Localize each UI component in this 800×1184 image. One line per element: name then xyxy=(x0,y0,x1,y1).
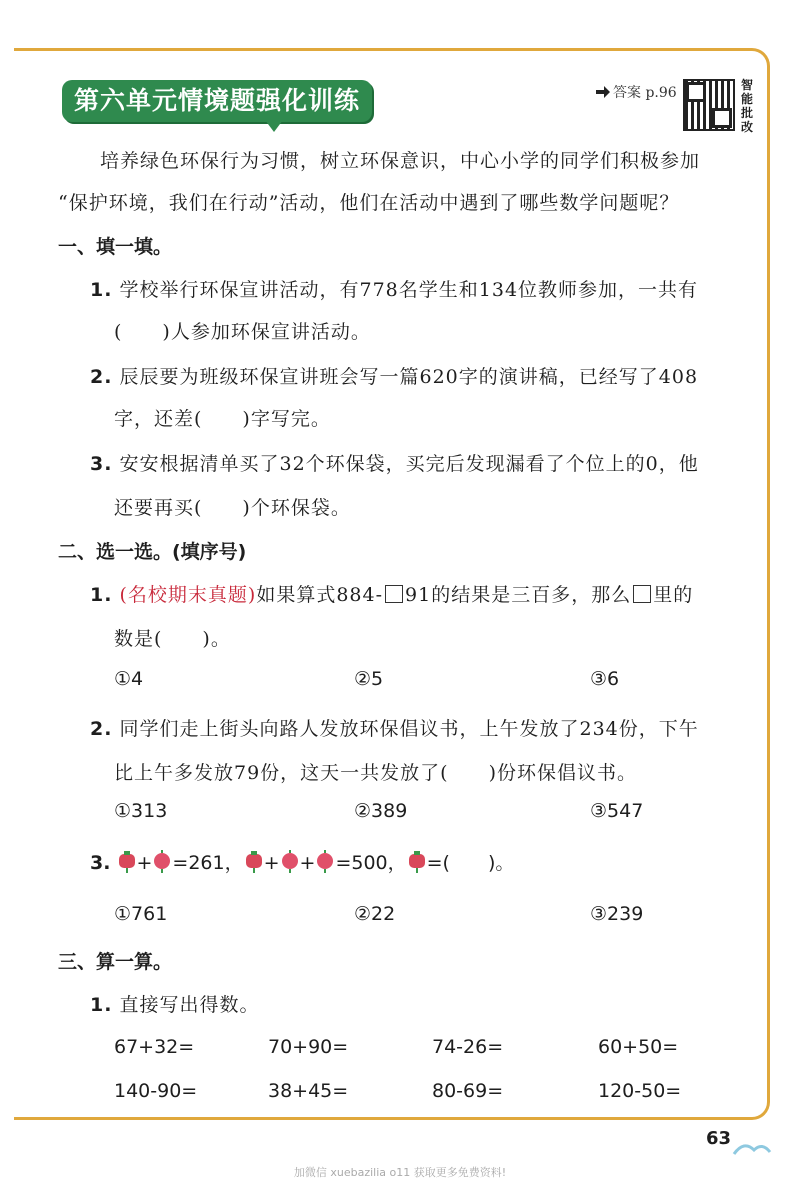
question-text: 辰辰要为班级环保宣讲班会写一篇620字的演讲稿，已经写了408 xyxy=(119,366,699,388)
answer-ref-text: 答案 p.96 xyxy=(613,85,677,101)
exam-source-tag: (名校期末真题) xyxy=(119,584,257,606)
equation-1-result: =261， xyxy=(172,852,244,874)
question-text: 91的结果是三百多，那么 xyxy=(405,584,632,606)
wave-decoration-icon xyxy=(732,1140,772,1156)
section-title-banner: 第六单元情境题强化训练 xyxy=(62,80,372,122)
s2-q2-line-2: 比上午多发放79份，这天一共发放了( )份环保倡议书。 xyxy=(114,762,638,784)
s3-q1-label xyxy=(90,990,260,1017)
option-2: ②389 xyxy=(354,800,408,822)
calc-item: 67+32= xyxy=(114,1036,195,1058)
section-2-title: 二、选一选。(填序号) xyxy=(58,541,247,563)
question-text: 如果算式884- xyxy=(256,584,384,606)
section-3-title: 三、算一算。 xyxy=(58,951,173,973)
s2-q2-line-1 xyxy=(90,714,699,741)
question-text: 里的 xyxy=(653,584,694,606)
equation-2-result: =500， xyxy=(335,852,407,874)
s1-q3-line-2: 还要再买( )个环保袋。 xyxy=(114,497,351,519)
apple-icon xyxy=(152,850,172,874)
pomegranate-icon xyxy=(407,850,427,874)
calc-item: 60+50= xyxy=(598,1036,679,1058)
s1-q2-line-1 xyxy=(90,362,698,389)
intro-line-2: “保护环境，我们在行动”活动，他们在活动中遇到了哪些数学问题呢？ xyxy=(58,192,680,214)
calc-item: 38+45= xyxy=(268,1080,349,1102)
option-2: ②22 xyxy=(354,903,396,925)
s2-q1-line-1 xyxy=(90,580,693,607)
question-number: 1. xyxy=(90,994,113,1016)
page-number: 63 xyxy=(706,1128,732,1149)
apple-icon xyxy=(315,850,335,874)
apple-icon xyxy=(280,850,300,874)
qr-code-icon[interactable] xyxy=(683,79,735,131)
pomegranate-icon xyxy=(117,850,137,874)
question-text: 安安根据清单买了32个环保袋，买完后发现漏看了个位上的0，他 xyxy=(119,453,699,475)
calc-item: 120-50= xyxy=(598,1080,682,1102)
equation-3-blank: =( )。 xyxy=(426,852,515,874)
question-text: 同学们走上街头向路人发放环保倡议书，上午发放了234份，下午 xyxy=(119,718,699,740)
s2-q1-line-2: 数是( )。 xyxy=(114,628,231,650)
question-text: 直接写出得数。 xyxy=(119,994,260,1016)
plus-sign: + xyxy=(136,852,153,874)
s1-q3-line-1 xyxy=(90,449,699,476)
question-number: 1. xyxy=(90,279,113,301)
calc-item: 140-90= xyxy=(114,1080,198,1102)
arrow-right-icon xyxy=(596,86,610,98)
s1-q1-line-2: ( )人参加环保宣讲活动。 xyxy=(114,321,371,343)
calc-item: 70+90= xyxy=(268,1036,349,1058)
option-1: ①761 xyxy=(114,903,168,925)
s1-q2-line-2: 字，还差( )字写完。 xyxy=(114,408,331,430)
option-3: ③239 xyxy=(590,903,644,925)
s2-q3-equations xyxy=(90,848,514,875)
pomegranate-icon xyxy=(244,850,264,874)
question-number: 1. xyxy=(90,584,113,606)
section-1-title: 一、填一填。 xyxy=(58,236,173,258)
question-number: 3. xyxy=(90,852,111,874)
blank-box-icon xyxy=(633,585,651,603)
question-number: 3. xyxy=(90,453,113,475)
question-text: 学校举行环保宣讲活动，有778名学生和134位教师参加，一共有 xyxy=(119,279,699,301)
calc-item: 74-26= xyxy=(432,1036,504,1058)
plus-sign: + xyxy=(299,852,316,874)
footer-watermark: 加微信 xuebazilia o11 获取更多免费资料! xyxy=(293,1166,507,1179)
qr-label: 智能批改 xyxy=(741,78,754,134)
option-3: ③6 xyxy=(590,668,620,690)
calc-item: 80-69= xyxy=(432,1080,504,1102)
question-number: 2. xyxy=(90,718,113,740)
option-1: ①4 xyxy=(114,668,144,690)
option-1: ①313 xyxy=(114,800,168,822)
question-number: 2. xyxy=(90,366,113,388)
option-3: ③547 xyxy=(590,800,644,822)
banner-tail xyxy=(265,120,283,132)
option-2: ②5 xyxy=(354,668,384,690)
answer-reference xyxy=(596,82,677,102)
intro-line-1: 培养绿色环保行为习惯，树立环保意识，中心小学的同学们积极参加 xyxy=(100,150,701,172)
plus-sign: + xyxy=(263,852,280,874)
s1-q1-line-1 xyxy=(90,275,698,302)
blank-box-icon xyxy=(385,585,403,603)
